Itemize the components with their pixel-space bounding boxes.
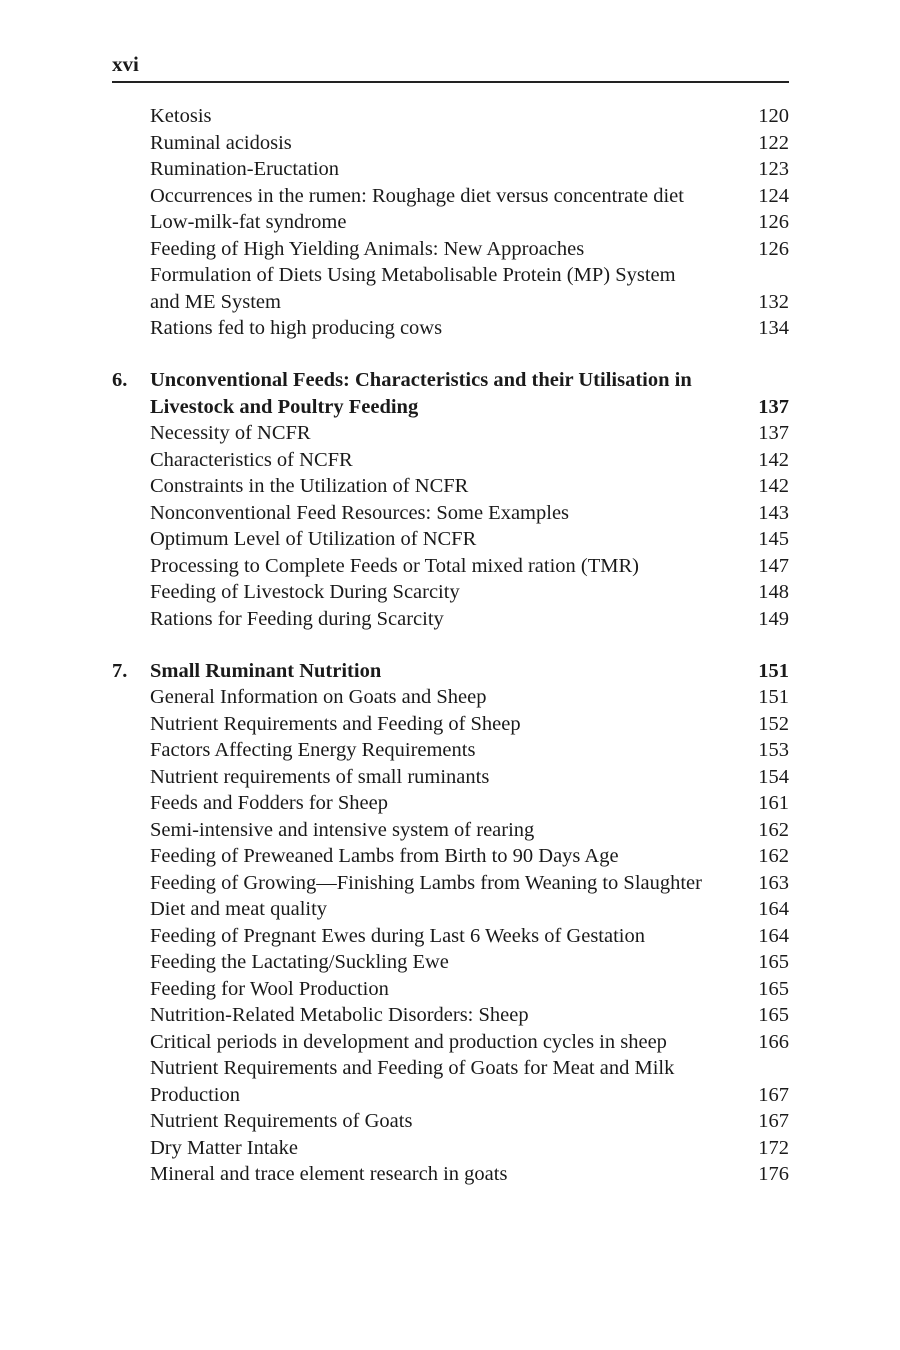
toc-entry-page: 123	[758, 158, 789, 180]
toc-entry	[112, 606, 789, 633]
table-of-contents	[112, 103, 789, 1188]
toc-entry-title: and ME System	[150, 290, 281, 313]
toc-entry-page: 162	[758, 818, 789, 841]
toc-entry-title: Formulation of Diets Using Metabolisable Protein (MP) System	[150, 264, 676, 286]
toc-entry-title: Rations fed to high producing cows	[150, 317, 443, 339]
toc-entry-title: Nutrient Requirements and Feeding of Sheep	[150, 712, 521, 735]
toc-entry	[112, 1002, 789, 1029]
toc-entry	[112, 289, 789, 316]
toc-entry-title: Optimum Level of Utilization of NCFR	[150, 528, 477, 550]
toc-entry	[112, 1135, 789, 1162]
chapter-heading	[112, 658, 789, 685]
toc-entry	[112, 262, 789, 289]
toc-entry-title: Feeding of Pregnant Ewes during Last 6 Weeks of Gestation	[150, 924, 645, 947]
toc-entry-title: Unconventional Feeds: Characteristics and their Utilisation in	[150, 369, 692, 391]
toc-entry	[112, 817, 789, 844]
toc-entry	[112, 473, 789, 500]
toc-entry-page: 145	[758, 528, 789, 550]
toc-entry-page: 124	[758, 184, 789, 207]
toc-entry-title: Livestock and Poultry Feeding	[150, 395, 419, 418]
toc-entry	[112, 1082, 789, 1109]
toc-entry	[112, 130, 789, 157]
toc-entry-title: Nutrient Requirements of Goats	[150, 1110, 413, 1132]
toc-entry-title: Critical periods in development and production cycles in sheep	[150, 1030, 667, 1053]
chapter-number: 7.	[112, 659, 128, 682]
toc-entry	[112, 156, 789, 183]
toc-entry-page: 162	[758, 845, 789, 867]
toc-entry-page: 166	[758, 1030, 789, 1053]
toc-entry	[112, 1161, 789, 1188]
section-gap	[112, 342, 789, 368]
page-number: xvi	[112, 52, 139, 76]
toc-entry	[112, 209, 789, 236]
toc-entry-page: 134	[758, 317, 789, 339]
toc-entry	[112, 843, 789, 870]
toc-entry	[112, 764, 789, 791]
toc-entry	[112, 394, 789, 421]
toc-entry	[112, 711, 789, 738]
toc-entry-page: 137	[758, 422, 789, 444]
toc-entry-page: 126	[758, 237, 789, 260]
toc-entry-page: 132	[758, 290, 789, 313]
toc-entry-page: 165	[758, 977, 789, 1000]
toc-entry-title: Mineral and trace element research in goats	[150, 1163, 508, 1185]
toc-entry-title: Dry Matter Intake	[150, 1136, 298, 1159]
toc-entry-page: 165	[758, 1004, 789, 1026]
toc-entry	[112, 737, 789, 764]
toc-entry-page: 120	[758, 105, 789, 127]
toc-entry	[112, 684, 789, 711]
toc-entry-page: 176	[758, 1163, 789, 1185]
toc-entry	[112, 526, 789, 553]
toc-entry-title: Occurrences in the rumen: Roughage diet versus concentrate diet	[150, 184, 684, 207]
toc-entry-page: 122	[758, 131, 789, 154]
toc-entry-page: 161	[758, 792, 789, 814]
toc-entry	[112, 420, 789, 447]
toc-entry	[112, 896, 789, 923]
toc-entry-page: 163	[758, 871, 789, 894]
chapter-heading	[112, 367, 789, 394]
toc-entry-title: Characteristics of NCFR	[150, 448, 353, 471]
toc-entry-page: 151	[758, 686, 789, 708]
toc-entry-title: Diet and meat quality	[150, 898, 328, 920]
chapter-number: 6.	[112, 369, 128, 391]
header-rule	[112, 81, 789, 83]
toc-entry	[112, 447, 789, 474]
toc-entry-title: Feeding of High Yielding Animals: New Approaches	[150, 237, 585, 260]
toc-entry-title: Constraints in the Utilization of NCFR	[150, 475, 469, 497]
toc-entry-title: Processing to Complete Feeds or Total mixed ration (TMR)	[150, 554, 639, 577]
toc-entry-page: 149	[758, 607, 789, 630]
toc-entry-title: Feeding of Livestock During Scarcity	[150, 581, 460, 603]
toc-entry	[112, 923, 789, 950]
toc-entry-title: Feeding of Growing—Finishing Lambs from Weaning to Slaughter	[150, 871, 702, 894]
toc-entry-page: 126	[758, 211, 789, 233]
toc-entry-title: Necessity of NCFR	[150, 422, 311, 444]
toc-entry-page: 151	[758, 659, 789, 682]
toc-entry	[112, 553, 789, 580]
toc-entry-title: Feeding of Preweaned Lambs from Birth to 90 Days Age	[150, 845, 619, 867]
toc-entry-page: 142	[758, 448, 789, 471]
toc-entry-page: 167	[758, 1110, 789, 1132]
toc-entry-page: 152	[758, 712, 789, 735]
toc-entry-title: Factors Affecting Energy Requirements	[150, 739, 476, 761]
toc-entry-title: Feeds and Fodders for Sheep	[150, 792, 388, 814]
toc-entry-title: Nutrition-Related Metabolic Disorders: Sheep	[150, 1004, 529, 1026]
toc-entry-page: 154	[758, 765, 789, 788]
toc-entry	[112, 183, 789, 210]
toc-entry-title: Semi-intensive and intensive system of rearing	[150, 818, 535, 841]
toc-entry-title: Low-milk-fat syndrome	[150, 211, 347, 233]
toc-entry-title: Feeding for Wool Production	[150, 977, 389, 1000]
toc-entry-title: Feeding the Lactating/Suckling Ewe	[150, 951, 449, 973]
toc-entry-title: Rumination-Eructation	[150, 158, 340, 180]
toc-entry-title: Production	[150, 1083, 240, 1106]
toc-entry-page: 137	[758, 395, 789, 418]
toc-entry	[112, 790, 789, 817]
toc-entry	[112, 1029, 789, 1056]
toc-entry-page: 143	[758, 501, 789, 524]
toc-entry	[112, 1055, 789, 1082]
toc-entry-title: Nonconventional Feed Resources: Some Examples	[150, 501, 570, 524]
toc-entry	[112, 236, 789, 263]
toc-entry-page: 148	[758, 581, 789, 603]
toc-entry	[112, 579, 789, 606]
toc-entry-title: Nutrient requirements of small ruminants	[150, 765, 490, 788]
toc-entry	[112, 315, 789, 342]
toc-entry	[112, 870, 789, 897]
toc-entry	[112, 103, 789, 130]
toc-entry-page: 172	[758, 1136, 789, 1159]
section-gap	[112, 632, 789, 658]
toc-entry-page: 147	[758, 554, 789, 577]
toc-entry-page: 142	[758, 475, 789, 497]
toc-entry-page: 153	[758, 739, 789, 761]
toc-entry-title: General Information on Goats and Sheep	[150, 686, 487, 708]
toc-entry-page: 164	[758, 898, 789, 920]
toc-entry	[112, 976, 789, 1003]
toc-entry-page: 167	[758, 1083, 789, 1106]
toc-entry-title: Nutrient Requirements and Feeding of Goats for Meat and Milk	[150, 1057, 675, 1079]
toc-entry-title: Ruminal acidosis	[150, 131, 292, 154]
toc-entry-title: Rations for Feeding during Scarcity	[150, 607, 444, 630]
toc-entry-title: Ketosis	[150, 105, 212, 127]
toc-entry	[112, 500, 789, 527]
toc-entry-page: 164	[758, 924, 789, 947]
toc-entry	[112, 1108, 789, 1135]
toc-entry-title: Small Ruminant Nutrition	[150, 659, 382, 682]
toc-entry-page: 165	[758, 951, 789, 973]
toc-entry	[112, 949, 789, 976]
